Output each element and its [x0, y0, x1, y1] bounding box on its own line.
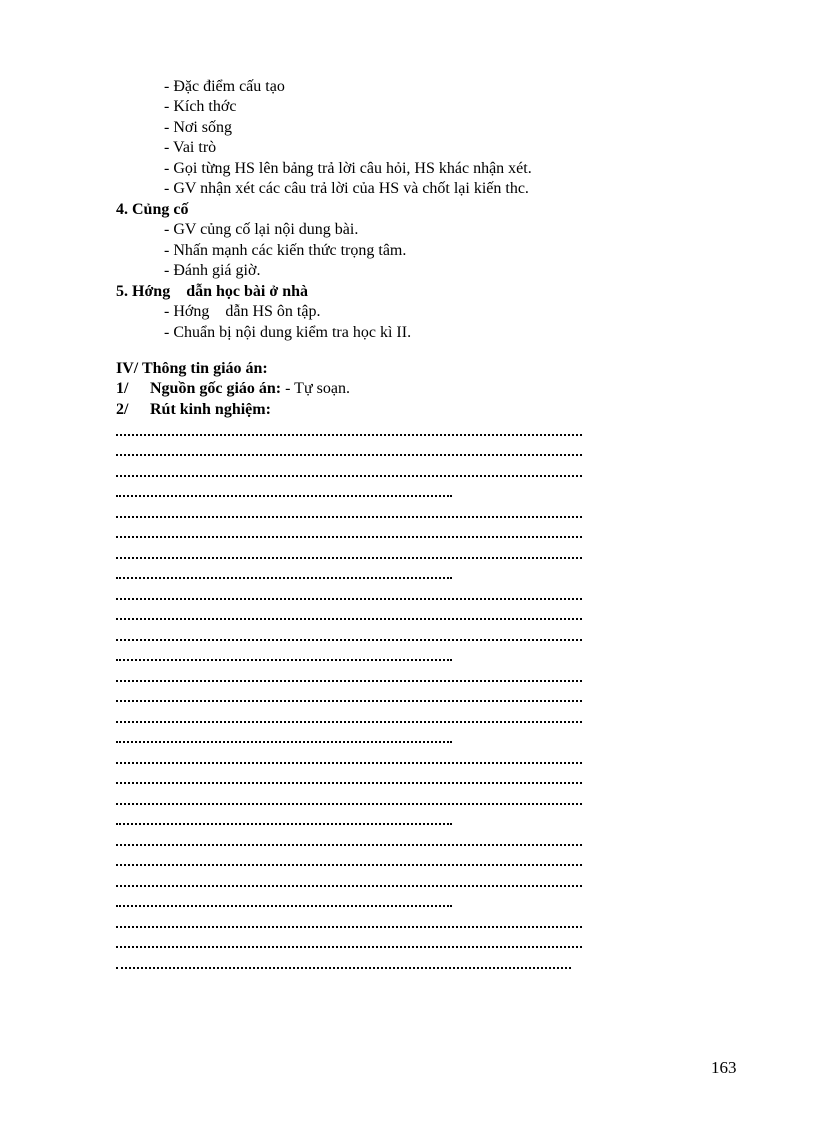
- dotted-line: [116, 637, 582, 641]
- dotted-line: [116, 678, 582, 682]
- section-5-item: - Chuẩn bị nội dung kiểm tra học kì II.: [164, 324, 412, 341]
- dotted-line: [116, 883, 582, 887]
- dotted-line: [116, 760, 582, 764]
- section-4-item: - Đánh giá giờ.: [164, 262, 261, 279]
- lesson-source-number: 1/: [116, 380, 129, 397]
- section-5-item: - Hớng dẫn HS ôn tập.: [164, 303, 321, 320]
- lessons-learned-number: 2/: [116, 401, 129, 418]
- dotted-line: [116, 555, 582, 559]
- dotted-line: [116, 780, 582, 784]
- section-iv-heading: IV/ Thông tin giáo án:: [116, 360, 268, 377]
- lesson-source-label: Nguồn gốc giáo án:: [150, 380, 282, 397]
- section-4-heading: 4. Củng cố: [116, 201, 189, 218]
- activity-item-answer: - Gọi từng HS lên bảng trả lời câu hỏi, HS khác nhận xét.: [164, 160, 532, 177]
- dotted-line: [116, 575, 452, 579]
- dotted-line: [116, 596, 582, 600]
- dotted-line: [116, 739, 452, 743]
- dotted-line: [116, 452, 582, 456]
- page-number: 163: [711, 1058, 737, 1077]
- dotted-line: [116, 924, 582, 928]
- dotted-line: [116, 903, 452, 907]
- section-4-item: - Nhấn mạnh các kiến thức trọng tâm.: [164, 242, 407, 259]
- dotted-line: [116, 514, 582, 518]
- dotted-line: [116, 719, 582, 723]
- dotted-line: [116, 432, 582, 436]
- dotted-line: [116, 473, 582, 477]
- dotted-line: [116, 534, 582, 538]
- lessons-learned-label: Rút kinh nghiệm:: [150, 401, 271, 418]
- dotted-line: [116, 965, 571, 969]
- section-5-heading: 5. Hớng dẫn học bài ở nhà: [116, 283, 308, 300]
- dotted-line: [116, 616, 582, 620]
- lessons-learned-line: [116, 400, 271, 420]
- feature-item-size: - Kích thớc: [164, 98, 237, 115]
- activity-item-conclude: - GV nhận xét các câu trả lời của HS và chốt lại kiến thc.: [164, 180, 529, 197]
- lesson-source-line: [116, 379, 350, 399]
- dotted-line: [116, 821, 452, 825]
- feature-item-structure: - Đặc điểm cấu tạo: [164, 78, 285, 95]
- dotted-line: [116, 657, 452, 661]
- dotted-line: [116, 801, 582, 805]
- dotted-line: [116, 493, 452, 497]
- lesson-source-value: - Tự soạn.: [281, 380, 350, 397]
- feature-item-role: - Vai trò: [164, 139, 217, 156]
- dotted-line: [116, 944, 582, 948]
- feature-item-habitat: - Nơi sống: [164, 119, 233, 136]
- dotted-line: [116, 698, 582, 702]
- dotted-line: [116, 862, 582, 866]
- section-4-item: - GV củng cố lại nội dung bài.: [164, 221, 359, 238]
- dotted-line: [116, 842, 582, 846]
